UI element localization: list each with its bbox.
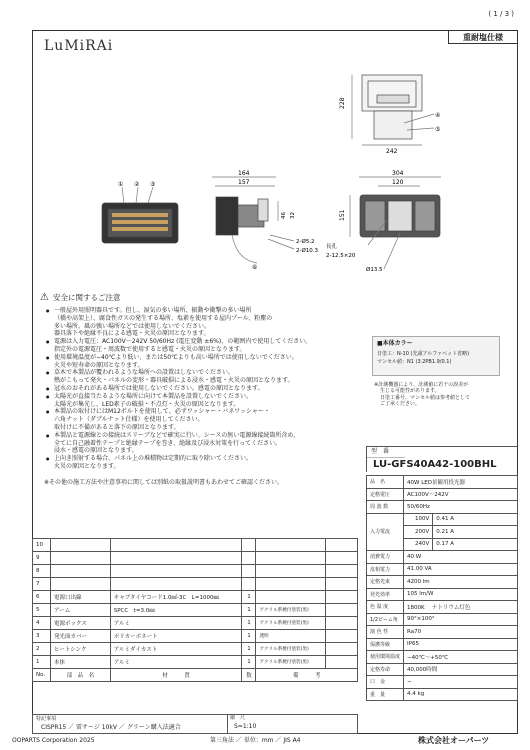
spec-value: AC100V〜242V bbox=[404, 488, 518, 501]
safety-item bbox=[46, 408, 370, 416]
safety-item: 指定外の電源電圧・周波数で使用すると感電・火災の原因となります。 bbox=[54, 345, 246, 353]
spec-row bbox=[367, 551, 518, 564]
part-remarks bbox=[256, 565, 326, 578]
spec-row bbox=[367, 626, 518, 639]
part-no: 9 bbox=[33, 552, 51, 565]
parts-row bbox=[33, 552, 358, 565]
part-remarks: アクリル系焼付塗装(黒) bbox=[256, 604, 326, 617]
safety-item bbox=[46, 353, 370, 362]
spec-label: 1/2ビーム角 bbox=[367, 613, 404, 626]
part-name: 発光面カバー bbox=[50, 630, 110, 643]
safety-item-text: 上向き照射する場合、パネル上の堆積物は定期的に取り除いてください。 bbox=[54, 455, 253, 463]
special-text: CISPR15 ／ 雷サージ 10kV ／ グリーン購入法適合 bbox=[41, 724, 181, 731]
safety-item: 太陽光が集光し、LED素子の破損・不点灯・火災の原因となります。 bbox=[54, 400, 240, 408]
safety-item: 多い場所、風の強い場所などでは使用しないでください。 bbox=[54, 322, 211, 330]
part-remarks: アクリル系焼付塗装(黒) bbox=[256, 617, 326, 630]
spec-row bbox=[367, 613, 518, 626]
spec-table bbox=[366, 475, 518, 701]
parts-row bbox=[33, 617, 358, 630]
spec-label: 消費電力 bbox=[367, 551, 404, 564]
dim-back-hole: Ø13.5 bbox=[366, 267, 383, 273]
part-extra bbox=[326, 604, 358, 617]
safety-item-text: 使用環境温度が−40℃より低い、または50℃よりも高い場所では使用しないでください。 bbox=[54, 353, 298, 361]
part-qty bbox=[242, 578, 256, 591]
part-name bbox=[50, 578, 110, 591]
color-note-line: 生じる可能性があります。 bbox=[380, 388, 440, 395]
color-note bbox=[374, 382, 504, 407]
bullet-icon: ● bbox=[46, 370, 50, 376]
part-name: アーム bbox=[50, 604, 110, 617]
part-name: 本体 bbox=[50, 656, 110, 669]
color-box bbox=[372, 336, 500, 376]
spec-badge: 重耐塩仕様 bbox=[448, 30, 518, 44]
spec-value: 40W LED景観用投光器 bbox=[404, 476, 518, 489]
front-view bbox=[102, 187, 178, 243]
warning-icon: ⚠ bbox=[40, 292, 49, 303]
safety-item: 火災や短寿命の原因となります。 bbox=[54, 361, 144, 369]
part-no: 7 bbox=[33, 578, 51, 591]
safety-item-text: 電源は入力電圧：AC100V〜242V 50/60Hz (電圧変動 ±6%)、の範囲内で使用してください。 bbox=[54, 338, 312, 346]
part-material: アルミ bbox=[110, 617, 242, 630]
part-material: キャブタイヤコード1.0㎟-3C L=1000㎜ bbox=[110, 591, 242, 604]
input-current: 0.21 A bbox=[433, 526, 518, 539]
special-notes bbox=[32, 714, 358, 734]
part-no: 3 bbox=[33, 630, 51, 643]
part-name bbox=[50, 552, 110, 565]
safety-item: 六角ナット（ダブルナット仕様）を使用してください。 bbox=[54, 416, 204, 424]
top-view bbox=[352, 75, 434, 145]
back-view bbox=[350, 177, 441, 269]
part-qty: 1 bbox=[242, 643, 256, 656]
color-note-line: ご了承ください。 bbox=[380, 400, 421, 407]
spec-value: 40,000時間 bbox=[404, 663, 518, 676]
part-no: 8 bbox=[33, 565, 51, 578]
special-label: 特記事項 bbox=[36, 716, 57, 722]
safety-section bbox=[40, 292, 370, 487]
spec-label: 周 波 数 bbox=[367, 501, 404, 514]
input-current-label: 入力電流 bbox=[367, 513, 404, 551]
spec-row bbox=[367, 588, 518, 601]
dim-back-h: 151 bbox=[339, 209, 346, 221]
part-no: 4 bbox=[33, 617, 51, 630]
spec-label: 口 金 bbox=[367, 676, 404, 689]
part-remarks: アクリル系焼付塗装(黒) bbox=[256, 656, 326, 669]
header-qty: 数 bbox=[242, 669, 256, 682]
dim-side-h2: 32 bbox=[290, 212, 296, 219]
spec-row bbox=[367, 476, 518, 489]
part-extra bbox=[326, 630, 358, 643]
part-material: SPCC t=3.0㎜ bbox=[110, 604, 242, 617]
safety-item bbox=[46, 392, 370, 401]
spec-row bbox=[367, 688, 518, 701]
footer-left: OOPARTS Corporation 2025 bbox=[12, 737, 95, 744]
spec-value: − bbox=[404, 676, 518, 689]
header-name: 部 品 名 bbox=[50, 669, 110, 682]
spec-row bbox=[367, 501, 518, 514]
part-remarks bbox=[256, 552, 326, 565]
part-qty: 1 bbox=[242, 656, 256, 669]
parts-row bbox=[33, 591, 358, 604]
part-name: ヒートシンク bbox=[50, 643, 110, 656]
part-qty bbox=[242, 552, 256, 565]
spec-label: 重 量 bbox=[367, 688, 404, 701]
part-material bbox=[110, 552, 242, 565]
dim-side-w1: 164 bbox=[238, 170, 250, 177]
footer-right: 株式会社オーパーツ bbox=[418, 736, 490, 745]
safety-title: 安全に関するご注意 bbox=[52, 293, 121, 302]
callout-4: ④ bbox=[435, 112, 441, 119]
part-no: 5 bbox=[33, 604, 51, 617]
spec-row bbox=[367, 576, 518, 589]
spec-value: 90°×100° bbox=[404, 613, 518, 626]
safety-item-text: 冠水のおそれがある場所では使用しないでください。感電の原因となります。 bbox=[54, 384, 264, 392]
dim-hole1: 2-Ø5.2 bbox=[296, 239, 315, 245]
header-material: 材 質 bbox=[110, 669, 242, 682]
safety-item bbox=[46, 431, 370, 440]
part-material: アルミダイカスト bbox=[110, 643, 242, 656]
spec-row bbox=[367, 676, 518, 689]
dim-side-w2: 157 bbox=[238, 179, 250, 186]
dim-slot-label: 長孔 bbox=[326, 244, 338, 250]
callout-3: ③ bbox=[150, 181, 156, 188]
dim-hole2: 2-Ø10.3 bbox=[296, 248, 319, 254]
callout-6: ⑥ bbox=[252, 264, 258, 271]
scale-value: S=1:10 bbox=[234, 723, 257, 730]
spec-row bbox=[367, 638, 518, 651]
product-drawings bbox=[32, 45, 518, 290]
input-current-row bbox=[367, 513, 518, 526]
part-name: 電源ボックス bbox=[50, 617, 110, 630]
footer-center: 第三角法 ／ 単位：mm ／ JIS A4 bbox=[210, 737, 301, 744]
safety-item: 熱がこもって発火・パネルの変形・器具破損による浸水・感電・火災の原因となります。 bbox=[54, 377, 294, 385]
part-qty: 1 bbox=[242, 604, 256, 617]
part-remarks: 透明 bbox=[256, 630, 326, 643]
bullet-icon: ● bbox=[46, 393, 50, 399]
page-number: ( 1 / 3 ) bbox=[488, 10, 514, 18]
callout-2: ② bbox=[134, 181, 140, 188]
part-name bbox=[50, 539, 110, 552]
dim-side-h1: 46 bbox=[281, 212, 287, 219]
bullet-icon: ● bbox=[46, 456, 50, 462]
spec-label: 演 色 性 bbox=[367, 626, 404, 639]
scale-label: 縮 尺 bbox=[230, 715, 246, 721]
spec-row bbox=[367, 663, 518, 676]
spec-label: 保護等級 bbox=[367, 638, 404, 651]
spec-value: 105 lm/W bbox=[404, 588, 518, 601]
safety-item: 器具落下や絶縁不良による感電・火災の原因となります。 bbox=[54, 330, 210, 338]
model-block bbox=[366, 446, 518, 472]
part-remarks bbox=[256, 578, 326, 591]
spec-label: 皮相電力 bbox=[367, 563, 404, 576]
part-qty: 1 bbox=[242, 630, 256, 643]
parts-row bbox=[33, 604, 358, 617]
spec-label: 定格光束 bbox=[367, 576, 404, 589]
parts-table bbox=[32, 538, 358, 682]
parts-row bbox=[33, 643, 358, 656]
part-extra bbox=[326, 643, 358, 656]
header-no: No. bbox=[33, 669, 51, 682]
part-remarks: アクリル系焼付塗装(黒) bbox=[256, 643, 326, 656]
dim-slot-size: 2-12.5×20 bbox=[326, 253, 356, 259]
parts-row bbox=[33, 578, 358, 591]
part-name: 電源口出線 bbox=[50, 591, 110, 604]
spec-value: IP65 bbox=[404, 638, 518, 651]
part-name bbox=[50, 565, 110, 578]
color-note-line: 日塗工番号、マンセル値は参考値として bbox=[380, 394, 471, 401]
part-no: 6 bbox=[33, 591, 51, 604]
safety-item: 全てに自己融着性テープと絶縁テープを巻き、絶縁及び浸水対策を行ってください。 bbox=[54, 439, 282, 447]
safety-item bbox=[46, 455, 370, 463]
dim-back-w2: 120 bbox=[392, 179, 404, 186]
safety-item-text: 本製品と電源線との接続はスリーブなどで確実に行い、シースの無い電源線接続箇所含め、 bbox=[54, 431, 300, 439]
spec-value: 1800K ナトリウム灯色 bbox=[404, 601, 518, 614]
model-number: LU-GFS40A42-100BHL bbox=[373, 458, 497, 470]
safety-item bbox=[46, 307, 370, 315]
spec-value: 41.00 VA bbox=[404, 563, 518, 576]
input-voltage: 240V bbox=[404, 538, 433, 551]
part-extra bbox=[326, 591, 358, 604]
spec-value: 50/60Hz bbox=[404, 501, 518, 514]
input-voltage: 100V bbox=[404, 513, 433, 526]
spec-value: −40℃〜+50℃ bbox=[404, 651, 518, 664]
header-remarks: 備 考 bbox=[256, 669, 358, 682]
bullet-icon: ● bbox=[46, 432, 50, 438]
part-material bbox=[110, 578, 242, 591]
brand-logo: LuMiRAi bbox=[44, 38, 114, 54]
bullet-icon: ● bbox=[46, 385, 50, 391]
part-material bbox=[110, 565, 242, 578]
color-box-line2: マンセル値：N1 (3.2PB1.9/0.1) bbox=[377, 359, 452, 366]
part-extra bbox=[326, 656, 358, 669]
dim-back-w1: 304 bbox=[392, 170, 404, 177]
spec-value: 40 W bbox=[404, 551, 518, 564]
spec-value: Ra70 bbox=[404, 626, 518, 639]
safety-item bbox=[46, 384, 370, 393]
input-current: 0.41 A bbox=[433, 513, 518, 526]
spec-label: 色 温 度 bbox=[367, 601, 404, 614]
part-extra bbox=[326, 617, 358, 630]
safety-item: （橋や高架上）、腐食性ガスの発生する場所、塩素を使用する屋内プール、粉塵の bbox=[54, 314, 273, 322]
spec-row bbox=[367, 488, 518, 501]
side-view bbox=[212, 177, 294, 263]
safety-list bbox=[40, 307, 370, 471]
spec-label: 定格電圧 bbox=[367, 488, 404, 501]
spec-value: 4.4 kg bbox=[404, 688, 518, 701]
safety-item-text: 本製品の取付けにはM12ボルトを使用して、必ずワッシャー・バネワッシャー・ bbox=[54, 408, 270, 416]
spec-label: 発光効率 bbox=[367, 588, 404, 601]
parts-row bbox=[33, 656, 358, 669]
color-box-title: ■本体カラー bbox=[377, 340, 413, 347]
part-extra bbox=[326, 578, 358, 591]
part-extra bbox=[326, 539, 358, 552]
safety-footnote: ※その他の施工方法や注意事項に関しては別紙の取扱説明書もあわせてご確認ください。 bbox=[44, 478, 284, 486]
part-qty: 1 bbox=[242, 617, 256, 630]
parts-header-row bbox=[33, 669, 358, 682]
callout-1: ① bbox=[118, 181, 124, 188]
spec-row bbox=[367, 601, 518, 614]
safety-item-text: 一般屋外用照明器具です。但し、湿気の多い場所、振動や衝撃の多い場所 bbox=[54, 307, 252, 314]
parts-row bbox=[33, 630, 358, 643]
parts-row bbox=[33, 565, 358, 578]
part-no: 1 bbox=[33, 656, 51, 669]
parts-row bbox=[33, 539, 358, 552]
scale-cell bbox=[227, 715, 268, 733]
spec-row bbox=[367, 563, 518, 576]
input-voltage: 200V bbox=[404, 526, 433, 539]
part-material: ポリカーボネート bbox=[110, 630, 242, 643]
safety-item: 火災の原因となります。 bbox=[54, 462, 120, 470]
dim-top-width: 242 bbox=[386, 148, 398, 155]
callout-5: ⑤ bbox=[435, 126, 441, 133]
spec-label: 定格寿命 bbox=[367, 663, 404, 676]
part-no: 2 bbox=[33, 643, 51, 656]
spec-label: 品 名 bbox=[367, 476, 404, 489]
part-extra bbox=[326, 552, 358, 565]
part-extra bbox=[326, 565, 358, 578]
part-material: アルミ bbox=[110, 656, 242, 669]
part-qty bbox=[242, 539, 256, 552]
safety-item: 浸水・感電の原因となります。 bbox=[54, 447, 138, 455]
model-label: 型 番 bbox=[367, 447, 405, 458]
safety-item: 取付けに不備があると落下の原因となります。 bbox=[54, 423, 180, 431]
part-remarks bbox=[256, 539, 326, 552]
color-note-line: ※計測機器により、計測値に若干の誤差が bbox=[374, 382, 469, 388]
dim-top-height: 228 bbox=[339, 97, 346, 109]
bullet-icon: ● bbox=[46, 308, 50, 313]
color-box-line1: 日塗工：N-10 (先頭アルファベット省略) bbox=[377, 350, 470, 357]
safety-item bbox=[46, 369, 370, 377]
part-qty: 1 bbox=[242, 591, 256, 604]
spec-value: 4200 lm bbox=[404, 576, 518, 589]
spec-label: 使用環境温度 bbox=[367, 651, 404, 664]
part-qty bbox=[242, 565, 256, 578]
safety-item-text: 太陽光が直接当たるような場所に向けて本製品を設置しないでください。 bbox=[54, 392, 253, 400]
safety-item bbox=[46, 338, 370, 346]
bullet-icon: ● bbox=[46, 409, 50, 415]
part-material bbox=[110, 539, 242, 552]
part-remarks bbox=[256, 591, 326, 604]
input-current: 0.17 A bbox=[433, 538, 518, 551]
bullet-icon: ● bbox=[46, 339, 50, 345]
part-no: 10 bbox=[33, 539, 51, 552]
spec-row bbox=[367, 651, 518, 664]
bullet-icon: ● bbox=[46, 354, 50, 360]
safety-item-text: 草木で本製品が覆われるような場所への設置はしないでください。 bbox=[54, 369, 235, 377]
